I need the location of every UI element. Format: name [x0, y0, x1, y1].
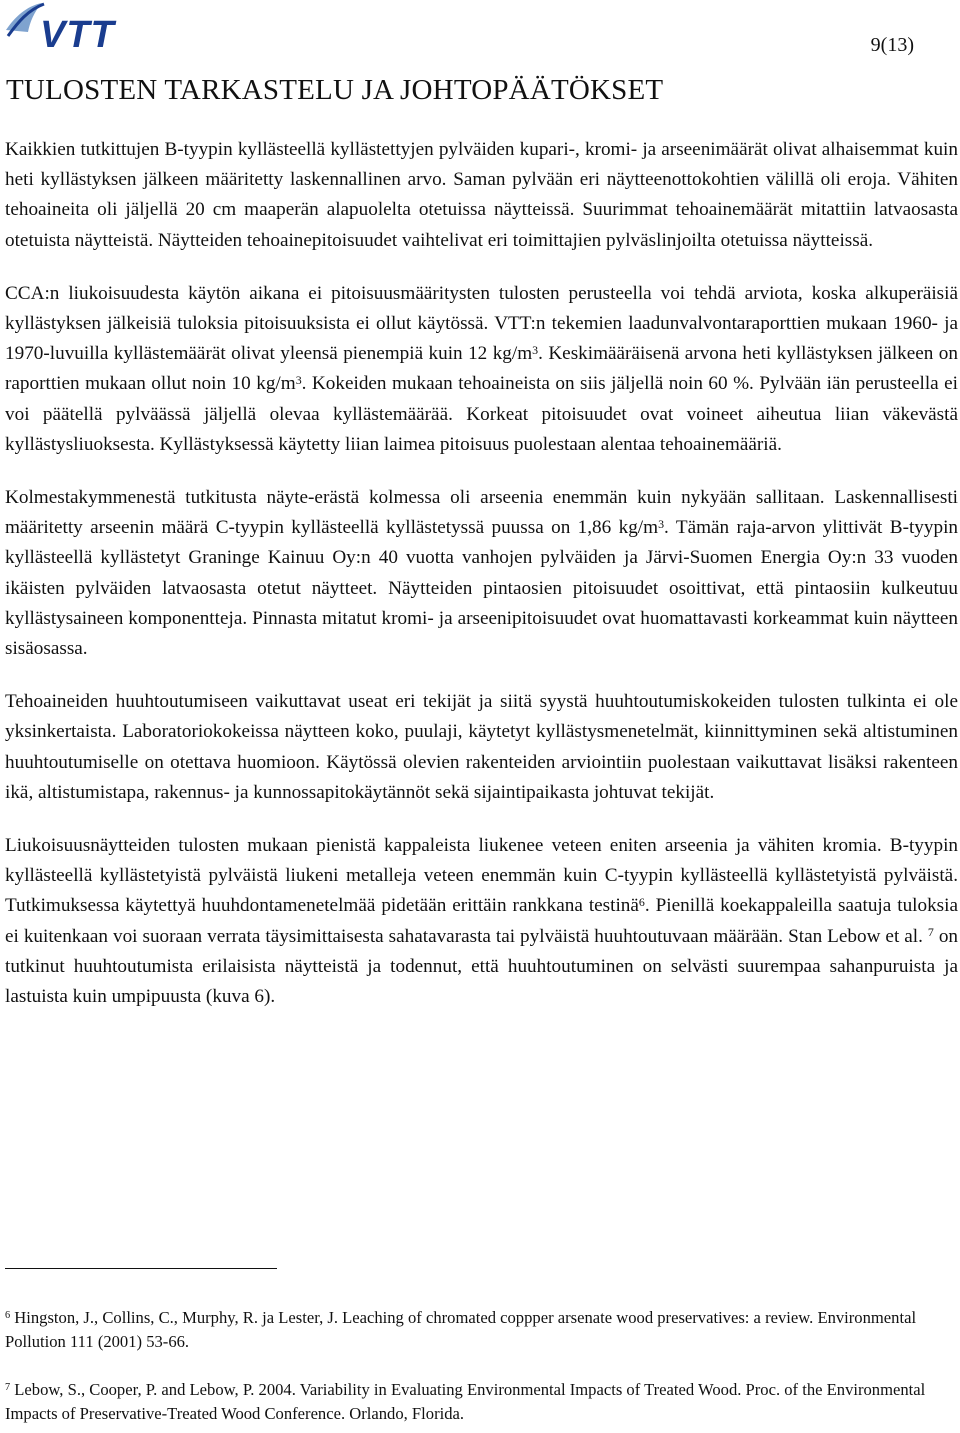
logo-text: VTT — [40, 14, 115, 56]
paragraph-2: CCA:n liukoisuudesta käytön aikana ei pitoisuusmääritysten tulosten perusteella voi tehdä arviota, koska alkuperäisiä kyllästyksen jälkeisiä tuloksia pitoisuuksista ei ollut käytössä. VTT:n tekemien laadunvalvontaraporttien mukaan 1960- ja 1970-luvuilla kyllästemäärät olivat yleensä pienempiä kuin 12 $kg/m^3$. Keskimääräisenä arvona heti kyllästyksen jälkeen on raporttien mukaan ollut noin 10 $kg/m^3$. Kokeiden mukaan tehoaineista on siis jäljellä noin 60 %. Pylvään iän perusteella ei voi päätellä pylväässä jäljellä olevaa kyllästemäärää. Korkeat pitoisuudet ovat voineet aiheutua liian väkevästä kyllästysliuoksesta. Kyllästyksessä käytetty liian laimea pitoisuus puolestaan alentaa tehoainemääriä. — [5, 282, 959, 455]
body-text — [5, 135, 958, 1035]
paragraph-1: Kaikkien tutkittujen B-tyypin kyllästeellä kyllästettyjen pylväiden kupari-, kromi- ja arseenimäärät olivat alhaisemmat kuin heti kyllästyksen jälkeen määritetty laskennallinen arvo. Saman pylvään eri näytteenottokohtien välillä oli eroja. Vähiten tehoaineita oli jäljellä 20 cm maaperän alapuolelta otetuissa näytteissä. Suurimmat tehoainemäärät mitattiin latvaosasta otetuista näytteistä. Näytteiden tehoainepitoisuudet vaihtelivat eri toimittajien pylväslinjoilta otetuissa näytteissä. — [5, 139, 958, 251]
paragraph-5: Liukoisuusnäytteiden tulosten mukaan pienistä kappaleista liukenee veteen eniten arseenia ja vähiten kromia. B-tyypin kyllästeellä kyllästetyistä pylväistä liukeni metalleja veteen enemmän kuin C-tyypin kyllästeellä kyllästetyistä pylväistä. Tutkimuksessa käytettyä huuhdontamenetelmää pidetään erittäin rankkana testinä$^6$. Pienillä koekappaleilla saatuja tuloksia ei kuitenkaan voi suoraan verrata täysimittaisesta sahatavarasta tai pylväistä huuhtoutuvaan määrään. Stan Lebow et al. $^7$ on tutkinut huuhtoutumista erilaisista näytteistä ja todennut, että huuhtoutuminen on selvästi suurempaa sahanpuruista ja lastuista kuin umpipuusta (kuva 6). — [5, 835, 959, 1008]
footnote-divider — [5, 1268, 277, 1269]
superscript: 3 — [295, 373, 302, 388]
paragraph-3: Kolmestakymmenestä tutkitusta näyte-erästä kolmessa oli arseenia enemmän kuin nykyään sallitaan. Laskennallisesti määritetty arseenin määrä C-tyypin kyllästeellä kyllästetyssä puussa on 1,86 $kg/m^3$. Tämän raja-arvon ylittivät B-tyypin kyllästeellä kyllästetyt Graninge Kainuu Oy:n 40 vuotta vanhojen pylväiden ja Järvi-Suomen Energia Oy:n 33 vuoden ikäisten pylväiden latvaosasta otetut näytteet. Näytteiden pintaosien pitoisuudet osoittivat, että pintaosiin kulkeutuu kyllästysaineen komponentteja. Pinnasta mitatut kromi- ja arseenipitoisuudet ovat huomattavasti korkeammat kuin näytteen sisäosassa. — [5, 487, 958, 660]
vtt-logo — [2, 0, 152, 56]
paragraph-4: Tehoaineiden huuhtoutumiseen vaikuttavat useat eri tekijät ja siitä syystä huuhtoutumiskokeiden tulosten tulkinta ei ole yksinkertaista. Laboratoriokokeissa näytteen koko, puulaji, käytetyt kyllästysmenetelmät, kiinnittyminen sekä altistuminen huuhtoutumiselle on otettava huomioon. Käytössä olevien rakenteiden arviointiin puolestaan vaikuttavat lisäksi rakenteen ikä, altistumistapa, rakennus- ja kunnossapitokäytännöt sekä sijaintipaikasta johtuvat tekijät. — [5, 691, 958, 803]
page-number: 9(13) — [870, 34, 914, 56]
footnote-7: $^7$ Lebow, S., Cooper, P. and Lebow, P. 2004. Variability in Evaluating Environmental Impacts of Treated Wood. Proc. of the Environmental Impacts of Preservative-Treated Wood Conference. Orlando, Florida. — [5, 1380, 926, 1423]
superscript: 3 — [658, 516, 665, 531]
footnote-number: 7 — [5, 1382, 11, 1394]
section-title: TULOSTEN TARKASTELU JA JOHTOPÄÄTÖKSET — [6, 74, 664, 106]
superscript: 3 — [532, 342, 539, 357]
footnote-ref-7: 7 — [927, 925, 934, 940]
footnote-6: $^6$ Hingston, J., Collins, C., Murphy, R. ja Lester, J. Leaching of chromated coppper arsenate wood preservatives: a review. Environmental Pollution 111 (2001) 53-66. — [5, 1308, 917, 1351]
footnote-number: 6 — [5, 1310, 11, 1322]
footnote-ref-6: 6 — [638, 895, 645, 910]
